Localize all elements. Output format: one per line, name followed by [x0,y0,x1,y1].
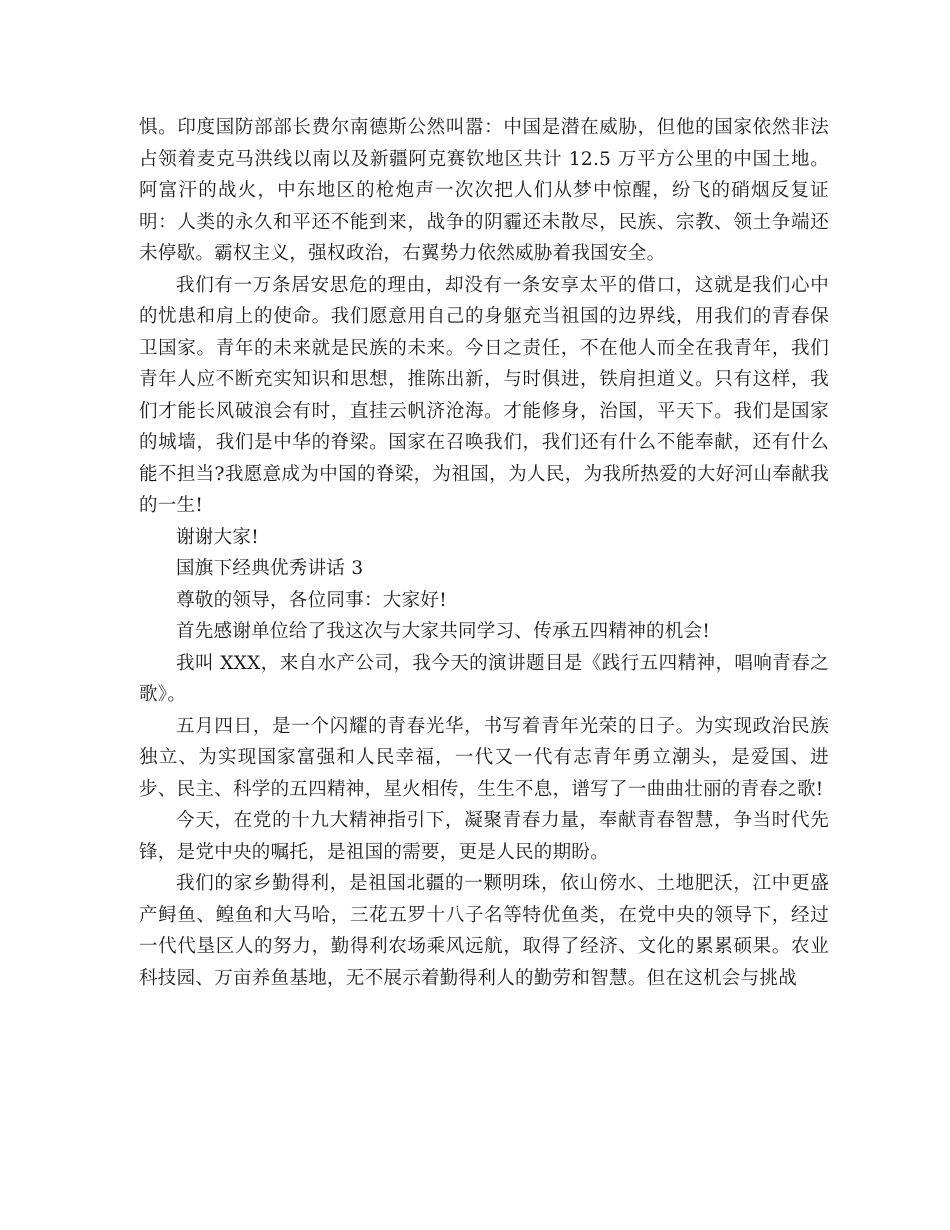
paragraph-8: 五月四日，是一个闪耀的青春光华，书写着青年光荣的日子。为实现政治民族独立、为实现国家富强和人民幸福，一代又一代有志青年勇立潮头，是爱国、进步、民主、科学的五四精神，星火相传，生生不息，谱写了一曲曲壮丽的青春之歌! [139,715,829,800]
document-body [139,112,829,994]
paragraph-7: 我叫 XXX，来自水产公司，我今天的演讲题目是《践行五四精神，唱响青春之歌》。 [139,652,829,705]
section-title: 国旗下经典优秀讲话 3 [176,558,364,579]
paragraph-thanks: 谢谢大家! [176,526,259,548]
paragraph-2: 我们有一万条居安思危的理由，却没有一条安享太平的借口，这就是我们心中的忧患和肩上的使命。我们愿意用自己的身躯充当祖国的边界线，用我们的青春保卫国家。青年的未来就是民族的未来。今日之责任，不在他人而全在我青年，我们青年人应不断充实知识和思想，推陈出新，与时俱进，铁肩担道义。只有这样，我们才能长风破浪会有时，直挂云帆济沧海。才能修身，治国，平天下。我们是国家的城墙，我们是中华的脊梁。国家在召唤我们，我们还有什么不能奉献，还有什么能不担当?我愿意成为中国的脊梁，为祖国，为人民，为我所热爱的大好河山奉献我的一生! [139,274,829,516]
paragraph-6: 首先感谢单位给了我这次与大家共同学习、传承五四精神的机会! [176,621,711,642]
paragraph-10: 我们的家乡勤得利，是祖国北疆的一颗明珠，依山傍水、土地肥沃，江中更盛产鲟鱼、鳇鱼和大马哈，三花五罗十八子名等特优鱼类，在党中央的领导下，经过一代代垦区人的努力，勤得利农场乘风远航，取得了经济、文化的累累硕果。农业科技园、万亩养鱼基地，无不展示着勤得利人的勤劳和智慧。但在这机会与挑战 [139,873,829,989]
paragraph-9: 今天，在党的十九大精神指引下，凝聚青春力量，奉献青春智慧，争当时代先锋，是党中央的嘱托，是祖国的需要，更是人民的期盼。 [139,810,829,863]
paragraph-1: 惧。印度国防部部长费尔南德斯公然叫嚣：中国是潜在威胁，但他的国家依然非法占领着麦克马洪线以南以及新疆阿克赛钦地区共计 12.5 万平方公里的中国土地。阿富汗的战火，中东地区的枪炮声一次次把人们从梦中惊醒，纷飞的硝烟反复证明：人类的永久和平还不能到来，战争的阴霾还未散尽，民族、宗教、领土争端还未停歇。霸权主义，强权政治，右翼势力依然威胁着我国安全。 [139,117,829,264]
greeting: 尊敬的领导，各位同事：大家好! [176,589,447,611]
